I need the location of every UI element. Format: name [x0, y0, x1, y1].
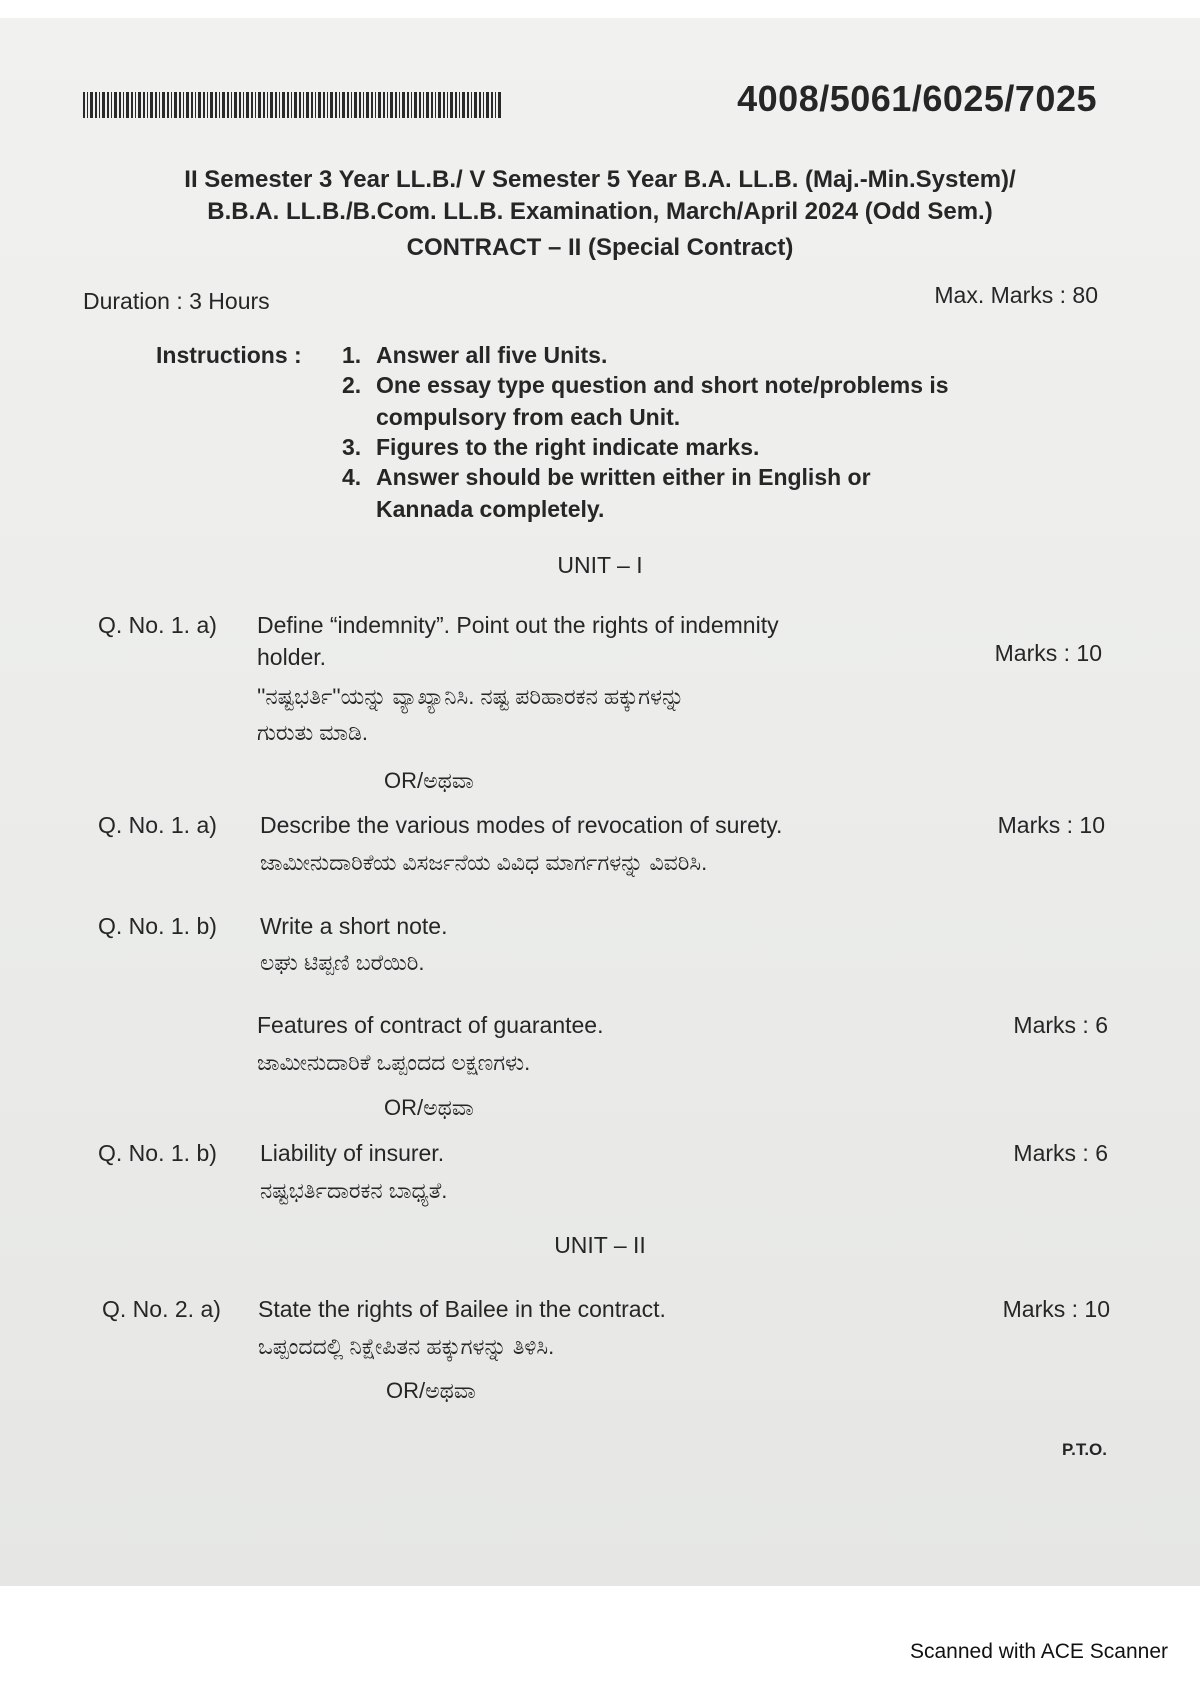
question-number: Q. No. 1. a): [98, 812, 217, 838]
instruction-item-continued: compulsory from each Unit.: [376, 404, 681, 430]
scanner-watermark: Scanned with ACE Scanner: [910, 1640, 1168, 1663]
question-number: Q. No. 1. b): [98, 913, 217, 939]
or-separator: OR/ಅಥವಾ: [386, 1378, 476, 1403]
max-marks: Max. Marks : 80: [934, 282, 1098, 308]
instruction-item: 3. Figures to the right indicate marks.: [342, 434, 760, 460]
instruction-item: 1. Answer all five Units.: [342, 342, 608, 368]
question-kannada: ಗುರುತು ಮಾಡಿ.: [257, 720, 368, 745]
or-separator: OR/ಅಥವಾ: [384, 1095, 474, 1120]
barcode: [83, 92, 501, 118]
marks: Marks : 10: [994, 640, 1102, 666]
paper-code: 4008/5061/6025/7025: [737, 78, 1097, 119]
question-number: Q. No. 1. b): [98, 1140, 217, 1166]
marks: Marks : 10: [997, 812, 1105, 838]
instruction-item-continued: Kannada completely.: [376, 496, 605, 522]
question-text: Define “indemnity”. Point out the rights of indemnity: [257, 612, 779, 638]
marks: Marks : 10: [1002, 1296, 1110, 1322]
exam-title-line-1: II Semester 3 Year LL.B./ V Semester 5 Year B.A. LL.B. (Maj.-Min.System)/: [184, 166, 1016, 193]
or-separator: OR/ಅಥವಾ: [384, 768, 474, 793]
unit-2-heading: UNIT – II: [554, 1232, 646, 1258]
marks: Marks : 6: [1013, 1140, 1108, 1166]
question-kannada: ''ನಷ್ಟಭರ್ತಿ''ಯನ್ನು ವ್ಯಾಖ್ಯಾನಿಸಿ. ನಷ್ಟ ಪರಿಹಾರಕನ ಹಕ್ಕುಗಳನ್ನು: [257, 684, 685, 709]
question-text: holder.: [257, 644, 327, 670]
question-number: Q. No. 2. a): [102, 1296, 221, 1322]
short-note-topic: Features of contract of guarantee.: [257, 1012, 604, 1038]
exam-title-line-2: B.B.A. LL.B./B.Com. LL.B. Examination, March/April 2024 (Odd Sem.): [207, 198, 993, 225]
question-text: Liability of insurer.: [260, 1140, 445, 1166]
question-kannada: ಲಘು ಟಿಪ್ಪಣಿ ಬರೆಯಿರಿ.: [260, 950, 425, 975]
unit-1-heading: UNIT – I: [557, 552, 643, 578]
question-kannada: ಒಪ್ಪಂದದಲ್ಲಿ ನಿಕ್ಷೇಪಿತನ ಹಕ್ಕುಗಳನ್ನು ತಿಳಿಸಿ.: [258, 1334, 555, 1359]
question-text: Describe the various modes of revocation of surety.: [260, 812, 783, 838]
instructions-label: Instructions :: [156, 342, 302, 368]
duration: Duration : 3 Hours: [83, 288, 270, 314]
marks: Marks : 6: [1013, 1012, 1108, 1038]
question-kannada: ಜಾಮೀನುದಾರಿಕೆಯ ವಿಸರ್ಜನೆಯ ವಿವಿಧ ಮಾರ್ಗಗಳನ್ನು ವಿವರಿಸಿ.: [260, 850, 708, 875]
instruction-item: 4. Answer should be written either in English or: [342, 464, 871, 490]
instruction-item: 2. One essay type question and short note/problems is: [342, 372, 949, 398]
subject-title: CONTRACT – II (Special Contract): [406, 234, 794, 261]
short-note-topic-kannada: ಜಾಮೀನುದಾರಿಕೆ ಒಪ್ಪಂದದ ಲಕ್ಷಣಗಳು.: [257, 1050, 531, 1075]
pto-label: P.T.O.: [1061, 1440, 1107, 1459]
question-text: Write a short note.: [260, 913, 448, 939]
question-number: Q. No. 1. a): [98, 612, 217, 638]
question-kannada: ನಷ್ಟಭರ್ತಿದಾರಕನ ಬಾಧ್ಯತೆ.: [260, 1178, 448, 1203]
question-text: State the rights of Bailee in the contract.: [258, 1296, 666, 1322]
